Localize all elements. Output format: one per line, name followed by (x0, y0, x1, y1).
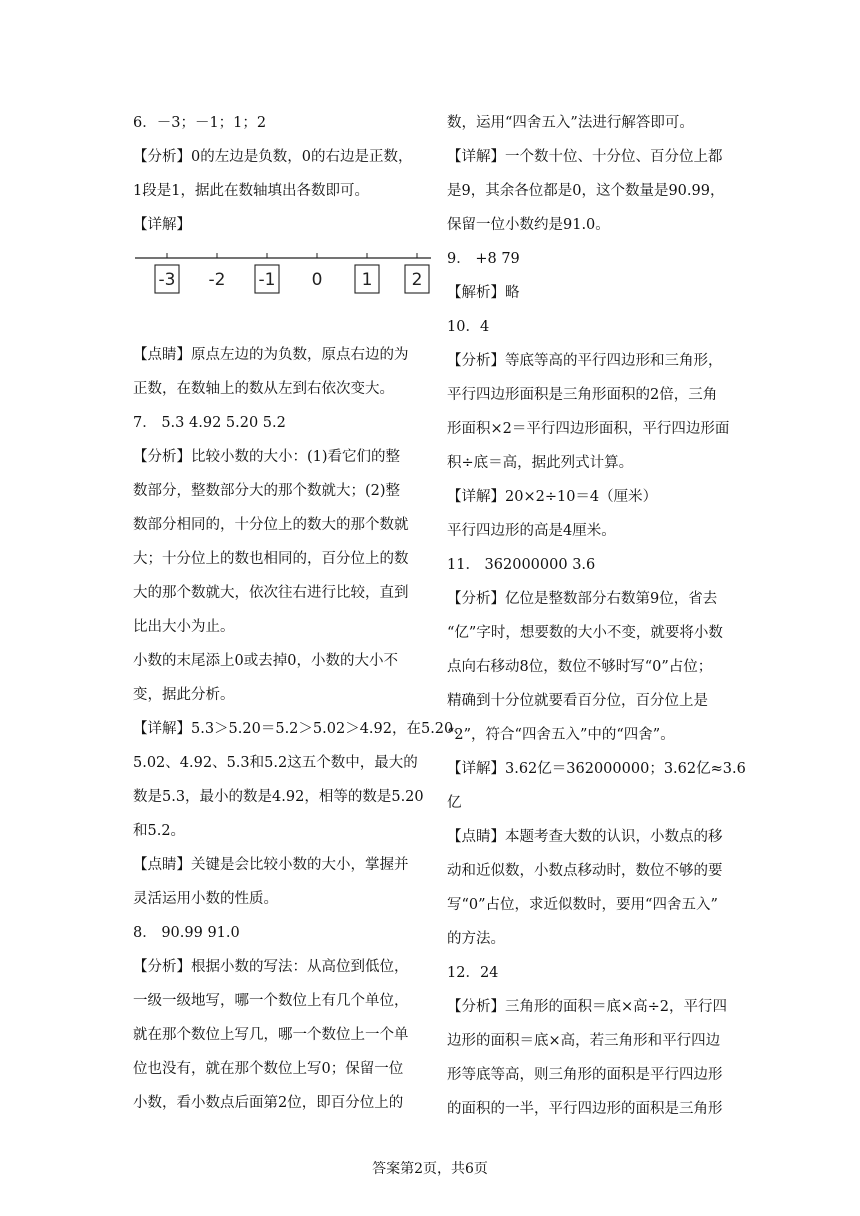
text-line: 【分析】0的左边是负数，0的右边是正数， (133, 149, 413, 165)
text-line: 和5.2。 (133, 823, 186, 839)
text-line: 正数，在数轴上的数从左到右依次变大。 (133, 381, 394, 397)
text-line: 【详解】3.62亿＝362000000；3.62亿≈3.6 (447, 761, 746, 777)
text-line: 12．24 (447, 965, 499, 981)
text-line: 大的那个数就大，依次往右进行比较，直到 (133, 585, 409, 601)
number-line-label: -2 (208, 270, 226, 290)
text-line: 亿 (447, 795, 462, 811)
text-line: 就在那个数位上写几，哪一个数位上一个单 (133, 1027, 409, 1043)
text-line: 边形的面积＝底×高，若三角形和平行四边 (447, 1033, 721, 1049)
text-line: 灵活运用小数的性质。 (133, 891, 278, 907)
number-line-label: 1 (361, 270, 373, 290)
text-line: 的方法。 (447, 931, 505, 947)
text-line: 形等底等高，则三角形的面积是平行四边形 (447, 1067, 723, 1083)
number-line (133, 246, 433, 306)
text-line: 小数的末尾添上0或去掉0，小数的大小不 (133, 653, 398, 669)
text-line: “2”，符合“四舍五入”中的“四舍”。 (447, 727, 675, 743)
text-line: 变，据此分析。 (133, 687, 235, 703)
text-line: “亿”字时，想要数的大小不变，就要将小数 (447, 625, 723, 641)
text-line: 大；十分位上的数也相同的，百分位上的数 (133, 551, 409, 567)
text-line: 数部分相同的，十分位上的数大的那个数就 (133, 517, 409, 533)
text-line: 的面积的一半，平行四边形的面积是三角形 (447, 1101, 723, 1117)
text-line: 11． 362000000 3.6 (447, 557, 596, 573)
text-line: 写“0”占位，求近似数时，要用“四舍五入” (447, 897, 718, 913)
text-line: 【分析】三角形的面积＝底×高÷2，平行四 (447, 999, 728, 1015)
left-column (133, 106, 468, 1120)
number-line-label: 2 (411, 270, 423, 290)
text-line: 平行四边形的高是4厘米。 (447, 523, 616, 539)
text-line: 数是5.3，最小的数是4.92，相等的数是5.20 (133, 789, 424, 805)
text-line: 【分析】等底等高的平行四边形和三角形， (447, 353, 723, 369)
text-line: 数，运用“四舍五入”法进行解答即可。 (447, 115, 694, 131)
text-line: 保留一位小数约是91.0。 (447, 217, 610, 233)
text-line: 【解析】略 (447, 285, 520, 301)
text-line: 数部分，整数部分大的那个数就大；(2)整 (133, 483, 401, 499)
text-line: 9． +8 79 (447, 251, 520, 267)
text-line: 积÷底＝高，据此列式计算。 (447, 455, 634, 471)
number-line-label: 0 (311, 270, 323, 290)
text-line: 一级一级地写，哪一个数位上有几个单位， (133, 993, 409, 1009)
text-line: 位也没有，就在那个数位上写0；保留一位 (133, 1061, 404, 1077)
text-line: 7． 5.3 4.92 5.20 5.2 (133, 415, 286, 431)
text-line: 6．－3；－1；1；2 (133, 115, 267, 131)
text-line: 【详解】5.3＞5.20＝5.2＞5.02＞4.92，在5.20、 (133, 721, 468, 737)
text-line: 形面积×2＝平行四边形面积，平行四边形面 (447, 421, 730, 437)
text-line: 动和近似数，小数点移动时，数位不够的要 (447, 863, 723, 879)
text-line: 【点睛】关键是会比较小数的大小，掌握并 (133, 857, 409, 873)
text-line: 【点睛】原点左边的为负数，原点右边的为 (133, 347, 409, 363)
text-line: 小数，看小数点后面第2位，即百分位上的 (133, 1095, 404, 1111)
text-line: 【详解】一个数十位、十分位、百分位上都 (447, 149, 723, 165)
text-line: 比出大小为止。 (133, 619, 235, 635)
right-column (447, 106, 746, 1126)
text-line: 【点睛】本题考查大数的认识，小数点的移 (447, 829, 723, 845)
text-line: 【分析】根据小数的写法：从高位到低位， (133, 959, 409, 975)
text-line: 【详解】20×2÷10＝4（厘米） (447, 489, 658, 505)
text-line: 【分析】亿位是整数部分右数第9位，省去 (447, 591, 718, 607)
number-line-label: -3 (158, 270, 176, 290)
text-line: 【详解】 (133, 217, 191, 233)
page-footer: 答案第2页，共6页 (372, 1161, 488, 1177)
text-line: 5.02、4.92、5.3和5.2这五个数中，最大的 (133, 755, 418, 771)
text-line: 精确到十分位就要看百分位，百分位上是 (447, 693, 708, 709)
text-line: 【分析】比较小数的大小：(1)看它们的整 (133, 449, 401, 465)
text-line: 平行四边形面积是三角形面积的2倍，三角 (447, 387, 718, 403)
number-line-figure (133, 242, 429, 338)
text-line: 是9，其余各位都是0，这个数量是90.99， (447, 183, 725, 199)
number-line-label: -1 (258, 270, 276, 290)
text-line: 点向右移动8位，数位不够时写“0”占位； (447, 659, 713, 675)
text-line: 1段是1，据此在数轴填出各数即可。 (133, 183, 369, 199)
text-line: 10．4 (447, 319, 490, 335)
text-line: 8． 90.99 91.0 (133, 925, 240, 941)
